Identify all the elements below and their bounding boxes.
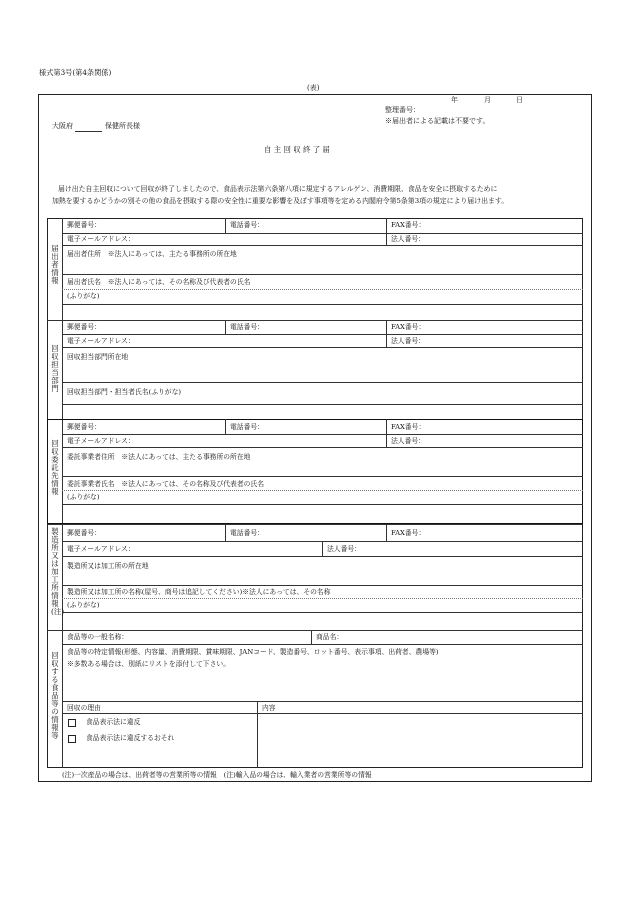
section-label-contractor: 回収委託先情報: [51, 439, 59, 496]
section-label-food: 回収する食品等の情報等: [51, 651, 59, 740]
factory-email-label: 電子メールアドレス：: [67, 545, 135, 553]
col-line: [386, 419, 387, 447]
col-line: [225, 524, 226, 541]
row-line: [62, 644, 583, 645]
ref-number: 整理番号：: [385, 106, 420, 114]
row-line: [62, 504, 583, 505]
row-line: [62, 447, 583, 448]
intro-line-2: 加熱を要するかどうかの別その他の食品を摂取する際の安全性に重要な影響を及ぼす事項等を定める内閣府令第5条第3項の規定により届け出ます。: [52, 197, 509, 205]
ref-note: ※届出者による記載は不要です。: [385, 117, 490, 125]
factory-furigana-label: (ふりがな): [67, 601, 100, 609]
dept-postal-label: 郵便番号：: [67, 323, 101, 331]
form-number: 様式第3号(第4条関係): [39, 68, 112, 77]
date-day: 日: [516, 96, 523, 104]
col-line: [386, 218, 387, 245]
col-line: [225, 419, 226, 434]
col-line: [225, 320, 226, 334]
row-line: [62, 245, 583, 246]
col-line: [257, 701, 258, 768]
contractor-postal-label: 郵便番号：: [67, 423, 101, 431]
row-line: [62, 585, 583, 586]
page-title: 自 主 回 収 終 了 届: [264, 145, 330, 154]
section-label-dept: 回収担当部門: [51, 344, 59, 393]
notifier-postal-label: 郵便番号：: [67, 221, 101, 229]
col-line: [322, 541, 323, 556]
row-line: [62, 701, 583, 702]
row-line: [62, 476, 583, 477]
generic-name-label: 食品等の一般名称：: [67, 633, 129, 641]
col-line: [386, 320, 387, 347]
notifier-address-label: 届出者住所 ※法人にあっては、主たる事務所の所在地: [67, 250, 237, 258]
row-line: [62, 404, 583, 405]
reason-header: 回収の理由: [67, 704, 101, 712]
dept-phone-label: 電話番号：: [230, 323, 264, 331]
row-line: [62, 274, 583, 275]
dept-corp-label: 法人番号：: [391, 337, 425, 345]
intro-line-1: 届け出た自主回収について回収が終了しましたので、食品表示法第六条第八項に規定するアレルゲン、消費期限、食品を安全に摂取するために: [58, 185, 498, 193]
contractor-address-label: 委託事業者住所 ※法人にあっては、主たる事務所の所在地: [67, 453, 251, 461]
possible-violation-option-label: 食品表示法に違反するおそれ: [86, 734, 175, 742]
food-spec-note: ※多数ある場合は、別紙にリストを添付して下さい。: [67, 660, 230, 668]
notifier-email-label: 電子メールアドレス：: [67, 235, 135, 243]
col-line: [386, 524, 387, 541]
footnote: (注)一次産品の場合は、出荷者等の営業所等の情報 (注)輸入品の場合は、輸入業者の営業所等の情報: [62, 771, 372, 779]
row-line: [62, 334, 583, 335]
dept-fax-label: FAX番号：: [391, 323, 426, 331]
contractor-email-label: 電子メールアドレス：: [67, 437, 135, 445]
divider-sec4: [47, 524, 583, 525]
col-line: [311, 630, 312, 644]
addressee-underline: [75, 131, 102, 132]
row-line: [62, 434, 583, 435]
dept-person-label: 回収担当部門・担当者氏名(ふりがな): [67, 388, 182, 396]
row-line: [62, 556, 583, 557]
row-line: [62, 304, 583, 305]
contractor-phone-label: 電話番号：: [230, 423, 264, 431]
row-line: [62, 347, 583, 348]
row-line: [62, 382, 583, 383]
possible-violation-checkbox[interactable]: [68, 735, 76, 743]
date-month: 月: [484, 96, 491, 104]
row-line: [62, 713, 583, 714]
factory-fax-label: FAX番号：: [391, 529, 426, 537]
row-line-dotted: [62, 598, 583, 599]
factory-name-label: 製造所又は加工所の名称(屋号、商号は追記してください)※法人にあっては、その名称: [67, 588, 331, 596]
addressee-pref: 大阪府: [52, 122, 73, 130]
section-label-factory: 製造所又は加工所情報(注): [51, 527, 65, 616]
addressee-office: 保健所長様: [105, 122, 140, 130]
dept-email-label: 電子メールアドレス：: [67, 337, 135, 345]
divider-sec2: [47, 320, 583, 321]
notifier-fax-label: FAX番号：: [391, 221, 426, 229]
factory-postal-label: 郵便番号：: [67, 529, 101, 537]
violation-checkbox[interactable]: [68, 719, 76, 727]
row-line-dotted: [62, 289, 583, 290]
row-line: [62, 612, 583, 613]
dept-location-label: 回収担当部門所在地: [67, 353, 129, 361]
product-name-label: 商品名：: [316, 633, 344, 641]
contractor-name-label: 委託事業者氏名 ※法人にあっては、その名称及び代表者の氏名: [67, 480, 265, 488]
content-header: 内容: [262, 704, 276, 712]
divider-sec5: [47, 630, 583, 631]
notifier-name-label: 届出者氏名 ※法人にあっては、その名称及び代表者の氏名: [67, 278, 251, 286]
factory-phone-label: 電話番号：: [230, 529, 264, 537]
food-spec-label: 食品等の特定情報(形態、内容量、消費期限、賞味期限、JANコード、製造番号、ロット番号、表示事項、出荷者、農場等): [67, 648, 439, 656]
notifier-furigana-label: (ふりがな): [67, 292, 100, 300]
factory-corp-label: 法人番号：: [327, 545, 361, 553]
date-year: 年: [451, 96, 458, 104]
row-line: [62, 233, 583, 234]
front-label: (表): [307, 84, 320, 92]
factory-location-label: 製造所又は加工所の所在地: [67, 562, 149, 570]
notifier-phone-label: 電話番号：: [230, 221, 264, 229]
contractor-fax-label: FAX番号：: [391, 423, 426, 431]
section-label-notifier: 届出者情報: [51, 244, 59, 285]
contractor-corp-label: 法人番号：: [391, 437, 425, 445]
notifier-corp-label: 法人番号：: [391, 235, 425, 243]
violation-option-label: 食品表示法に違反: [86, 718, 141, 726]
contractor-furigana-label: (ふりがな): [67, 493, 100, 501]
row-line-dotted: [62, 490, 583, 491]
col-line: [225, 218, 226, 233]
